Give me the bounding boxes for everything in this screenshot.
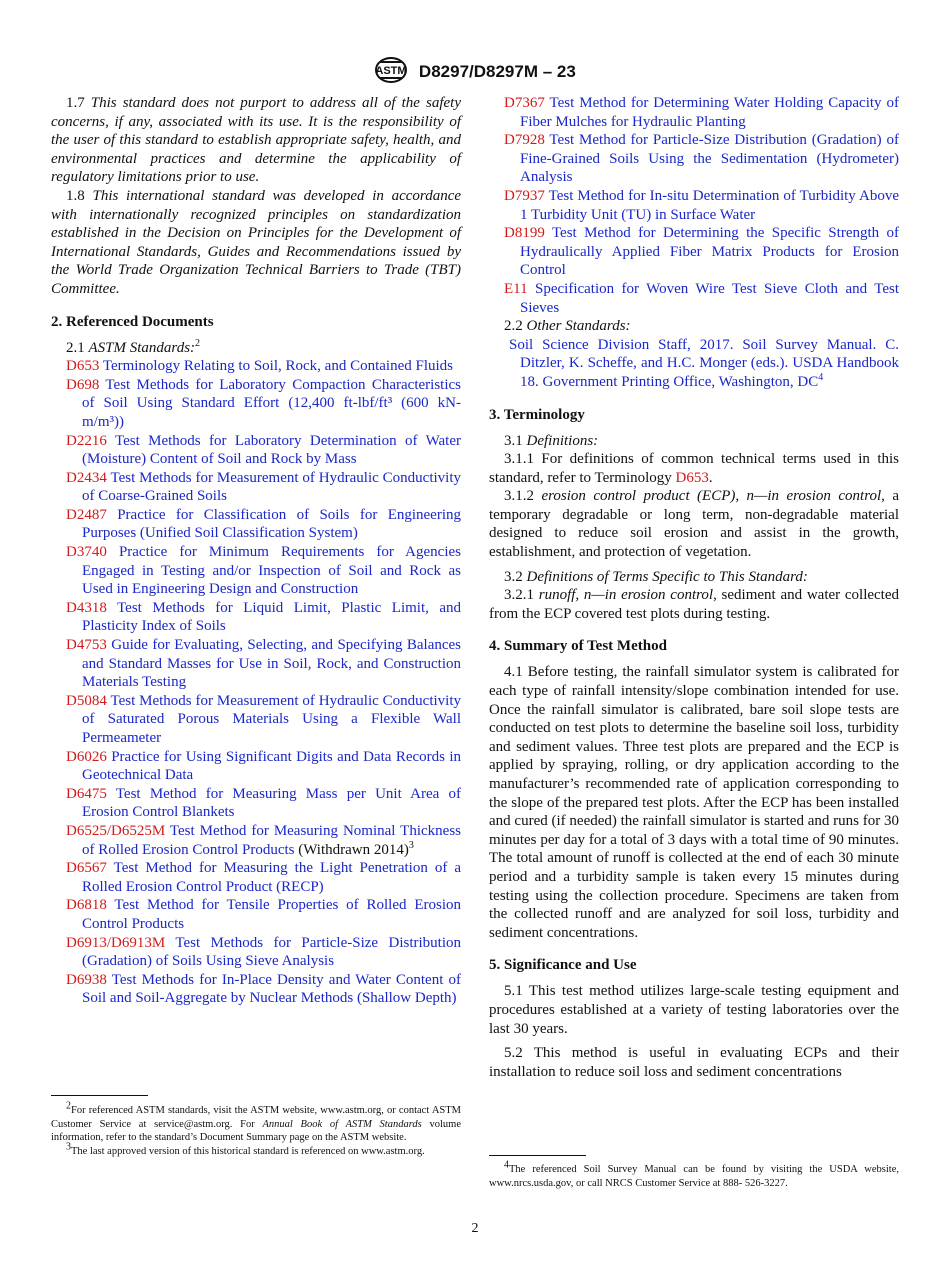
reference-d6938[interactable] [51, 971, 461, 1008]
section-2-heading: 2. Referenced Documents [51, 313, 214, 330]
reference-id[interactable]: D6938 [66, 971, 107, 988]
paragraph-3-2: 3.2 Definitions of Terms Specific to This Standard: [504, 568, 808, 585]
reference-id[interactable]: D5084 [66, 692, 107, 709]
reference-title[interactable]: Guide for Evaluating, Selecting, and Specifying Balances and Standard Masses for Use in Soil, Rock, and Construction Materials Testing [82, 637, 462, 691]
page-header [0, 56, 950, 89]
reference-title[interactable]: Specification for Woven Wire Test Sieve Cloth and Test Sieves [520, 280, 899, 316]
paragraph-3-2-1: 3.2.1 runoff, n—in erosion control, sediment and water collected from the ECP covered test plots during testing. [489, 587, 899, 622]
reference-id[interactable]: D4318 [66, 599, 107, 616]
reference-d6525-d6525m[interactable] [51, 822, 461, 859]
footnote-3: $^3$The last approved version of this historical standard is referenced on www.astm.org. [66, 1141, 425, 1157]
reference-id[interactable]: D7937 [504, 187, 545, 204]
reference-title[interactable]: Terminology Relating to Soil, Rock, and Contained Fluids [102, 358, 454, 375]
reference-id[interactable]: D6026 [66, 748, 107, 765]
reference-d7937[interactable] [489, 187, 899, 224]
reference-title[interactable]: Test Method for Particle-Size Distribution (Gradation) of Fine-Grained Soils Using the Sedimentation (Hydrometer) Analysis [520, 132, 900, 186]
reference-title[interactable]: Test Method for Determining the Specific Strength of Hydraulically Applied Fiber Matrix Products for Erosion Control [520, 225, 899, 279]
reference-d653[interactable] [51, 357, 461, 376]
reference-d6026[interactable] [51, 748, 461, 785]
reference-d6818[interactable] [51, 896, 461, 933]
reference-title[interactable]: Test Methods for Particle-Size Distribution (Gradation) of Soils Using Sieve Analysis [82, 934, 461, 970]
reference-d6913-d6913m[interactable] [51, 934, 461, 971]
reference-title[interactable]: Test Methods for Measurement of Hydraulic Conductivity of Coarse-Grained Soils [82, 469, 461, 505]
paragraph-2-1: 2.1 ASTM Standards:$^2$ [66, 337, 201, 356]
reference-id[interactable]: D3740 [66, 544, 107, 561]
reference-title[interactable]: Test Method for Measuring Nominal Thickness of Rolled Erosion Control Products [82, 822, 461, 858]
section-3-heading: 3. Terminology [489, 406, 585, 423]
reference-d8199[interactable] [489, 224, 899, 280]
reference-id[interactable]: D4753 [66, 637, 107, 654]
reference-id[interactable]: D2487 [66, 506, 107, 523]
reference-id[interactable]: D7928 [504, 132, 545, 149]
footnote-4: $^4$The referenced Soil Survey Manual can be found by visiting the USDA website, www.nrcs.usda.gov, or call NRCS Customer Service at 888- 526-3227. [489, 1159, 899, 1189]
right-footnotes [489, 1159, 899, 1190]
paragraph-1-8: 1.8 This international standard was developed in accordance with internationally recognized principles on standardization established in the Decision on Principles for the Development of International Standards, Guides and Recommendations issued by the World Trade Organization Technical Barriers to Trade (TBT) Committee. [51, 187, 462, 297]
footnote-divider [51, 1095, 148, 1096]
reference-title[interactable]: Test Methods for Measurement of Hydraulic Conductivity of Saturated Porous Materials Using a Flexible Wall Permeameter [82, 692, 461, 746]
link-d653[interactable]: D653 [675, 469, 709, 486]
page-number: 2 [471, 1221, 479, 1236]
reference-d3740[interactable] [51, 543, 461, 599]
right-column [489, 94, 899, 1081]
reference-d6475[interactable] [51, 785, 461, 822]
reference-d2434[interactable] [51, 469, 461, 506]
paragraph-1-7: 1.7 This standard does not purport to address all of the safety concerns, if any, associated with its use. It is the responsibility of the user of this standard to establish appropriate safety, health, and environmental practices and determine the applicability of regulatory limitations prior to use. [51, 95, 461, 186]
reference-id[interactable]: D7367 [504, 95, 545, 111]
footnote-marker: 3 [408, 839, 414, 851]
reference-title[interactable]: Test Method for Measuring Mass per Unit Area of Erosion Control Blankets [82, 785, 462, 821]
reference-title[interactable]: Test Methods for Laboratory Determination of Water (Moisture) Content of Soil and Rock by Mass [82, 432, 461, 468]
reference-id[interactable]: D698 [66, 376, 100, 393]
reference-id[interactable]: D6913/D6913M [66, 934, 166, 951]
reference-title[interactable]: Test Methods for Liquid Limit, Plastic Limit, and Plasticity Index of Soils [82, 599, 461, 635]
section-5-heading: 5. Significance and Use [489, 957, 637, 974]
reference-title[interactable]: Test Methods for Laboratory Compaction Characteristics of Soil Using Standard Effort (12,400 ft-lbf/ft³ (600 kN-m/m³)) [82, 376, 461, 430]
svg-text:ASTM: ASTM [375, 65, 407, 77]
reference-d7367[interactable] [489, 94, 899, 131]
reference-d5084[interactable] [51, 692, 461, 748]
left-column [51, 94, 461, 1008]
standard-designation: D8297/D8297M – 23 [418, 62, 576, 81]
paragraph-2-2: 2.2 Other Standards: [504, 318, 631, 335]
astm-logo-icon [374, 56, 408, 89]
reference-id[interactable]: D2216 [66, 432, 107, 449]
left-footnotes [51, 1100, 461, 1158]
reference-id[interactable]: D653 [66, 358, 100, 375]
paragraph-3-1-2: 3.1.2 erosion control product (ECP), n—in erosion control, a temporary degradable or long term, non-degradable material designed to reduce soil erosion and assist in the growth, establishment, and protection of vegetation. [489, 488, 899, 561]
reference-title[interactable]: Test Method for Determining Water Holding Capacity of Fiber Mulches for Hydraulic Planting [520, 95, 899, 130]
reference-d2487[interactable] [51, 506, 461, 543]
reference-id[interactable]: D2434 [66, 469, 107, 486]
reference-title[interactable]: Test Methods for In-Place Density and Water Content of Soil and Soil-Aggregate by Nuclear Methods (Shallow Depth) [82, 971, 462, 1007]
reference-d7928[interactable] [489, 131, 899, 187]
other-standard-reference[interactable]: Soil Science Division Staff, 2017. Soil Survey Manual. C. Ditzler, K. Scheffe, and H.C. Monger (eds.). USDA Handbook 18. Government Printing Office, Washington, $DC^4$ [509, 336, 899, 390]
reference-title[interactable]: Practice for Classification of Soils for Engineering Purposes (Unified Soil Classification System) [82, 506, 462, 542]
reference-id[interactable]: D6475 [66, 785, 107, 802]
reference-d6567[interactable] [51, 859, 461, 896]
reference-id[interactable]: D6525/D6525M [66, 822, 166, 839]
paragraph-4-1: 4.1 Before testing, the rainfall simulator system is calibrated for each type of rainfall intensity/slope combination intended for use. Once the rainfall simulator is calibrated, bare soil slope tests are conducted on test plots to determine the baseline soil loss, turbidity and sediment values. Three test plots are prepared and the ECP is applied by spraying, rolling, or dry application according to the manufacturer’s recommended rate of application corresponding to the slope of the prepared test plots. After the ECP has been installed and cured (if needed) the rainfall simulator is started and runs for 30 minutes per day for a total of 3 days with a total time of 90 minutes. The total amount of runoff is collected at the end of each 30 minute period and a turbidity sample is taken every 15 minutes during testing using the collection procedure. Specimens are taken from the collected runoff and are analyzed for soil loss, turbidity and sediment concentrations. [489, 664, 899, 941]
reference-title[interactable]: Test Method for In-situ Determination of Turbidity Above 1 Turbidity Unit (TU) in Surface Water [520, 187, 899, 223]
reference-d698[interactable] [51, 376, 461, 432]
reference-id[interactable]: D6818 [66, 897, 107, 914]
footnote-divider-right [489, 1155, 586, 1156]
paragraph-5-2: 5.2 This method is useful in evaluating ECPs and their installation to reduce soil loss and sediment concentrations [489, 1045, 899, 1080]
paragraph-3-1-1: 3.1.1 For definitions of common technical terms used in this standard, refer to Terminology D653. [489, 451, 899, 486]
reference-d4753[interactable] [51, 636, 461, 692]
reference-title[interactable]: Test Method for Tensile Properties of Rolled Erosion Control Products [82, 897, 461, 932]
reference-d4318[interactable] [51, 599, 461, 636]
reference-e11[interactable] [489, 280, 899, 317]
reference-title[interactable]: Practice for Minimum Requirements for Agencies Engaged in Testing and/or Inspection of Soil and Rock as Used in Engineering Design and Construction [82, 544, 461, 598]
reference-d2216[interactable] [51, 432, 461, 469]
reference-note: (Withdrawn 2014) [294, 841, 409, 858]
paragraph-3-1: 3.1 Definitions: [504, 432, 599, 449]
footnote-2: $^2$For referenced ASTM standards, visit the ASTM website, www.astm.org, or contact ASTM Customer Service at service@astm.org. For Annual Book of ASTM Standards volume information, refer to the standard’s Document Summary page on the ASTM website. [51, 1100, 461, 1143]
section-4-heading: 4. Summary of Test Method [489, 638, 667, 655]
astm-reference-list [51, 357, 461, 1008]
reference-id[interactable]: D8199 [504, 225, 545, 242]
reference-id[interactable]: E11 [504, 280, 528, 297]
reference-id[interactable]: D6567 [66, 860, 107, 877]
astm-reference-list-continued [489, 94, 899, 317]
reference-title[interactable]: Practice for Using Significant Digits and Data Records in Geotechnical Data [82, 748, 461, 784]
reference-title[interactable]: Test Method for Measuring the Light Penetration of a Rolled Erosion Control Product (RECP) [82, 860, 461, 895]
paragraph-5-1: 5.1 This test method utilizes large-scale testing equipment and procedures established at a variety of testing laboratories over the last 30 years. [489, 983, 899, 1037]
